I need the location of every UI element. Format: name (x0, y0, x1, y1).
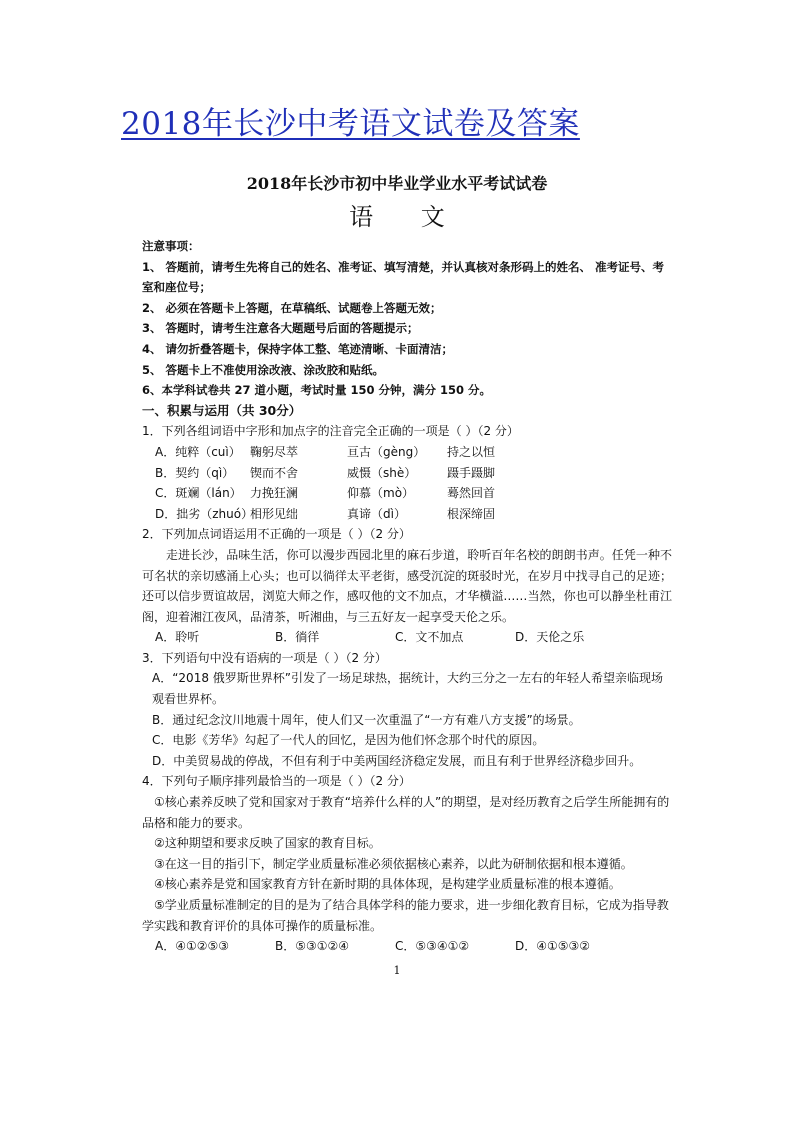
question-4-stem: 4．下列句子顺序排列最恰当的一项是（ ）（2 分） (142, 774, 411, 789)
question-1-stem: 1．下列各组词语中字形和加点字的注音完全正确的一项是（ ）（2 分） (142, 424, 519, 439)
option-cell: 力挽狂澜 (250, 486, 299, 501)
notice-item: 4、 请勿折叠答题卡，保持字体工整、笔迹清晰、卡面清洁； (142, 341, 454, 356)
notice-heading: 注意事项： (142, 239, 200, 253)
question-3-option: B．通过纪念汶川地震十周年，使人们又一次重温了“一方有难八方支援”的场景。 (152, 712, 581, 727)
option-cell: B．契约（qì） (155, 465, 235, 480)
option: D．④①⑤③② (515, 939, 591, 954)
question-2-stem: 2．下列加点词语运用不正确的一项是（ ）（2 分） (142, 527, 411, 542)
notice-item: 5、 答题卡上不准使用涂改液、涂改胶和贴纸。 (142, 362, 385, 377)
question-3-option: C．电影《芳华》勾起了一代人的回忆，是因为他们怀念那个时代的原因。 (152, 733, 545, 748)
option: A．④①②⑤③ (155, 939, 229, 954)
question-4-sentence: ③在这一目的指引下，制定学业质量标准必须依据核心素养，以此为研制依据和根本遵循。 (154, 856, 633, 871)
page-number: 1 (393, 964, 401, 977)
option-cell: C．斑斓（lán） (155, 486, 242, 501)
exam-content (142, 236, 672, 957)
option: C．⑤③④①② (395, 939, 470, 954)
question-1-option-row (142, 463, 672, 484)
option: C．文不加点 (395, 630, 464, 645)
question-2-options (142, 627, 672, 648)
notice-item: 6、本学科试卷共 27 道小题，考试时量 150 分钟，满分 150 分。 (142, 383, 492, 398)
option: A．聆听 (155, 630, 200, 645)
option-cell: 持之以恒 (447, 444, 496, 459)
option: D．天伦之乐 (515, 630, 585, 645)
question-3-option: A．“2018 俄罗斯世界杯”引发了一场足球热，据统计，大约三分之一左右的年轻人希望亲临现场观看世界杯。 (152, 671, 663, 707)
question-4-sentence: ①核心素养反映了党和国家对于教育“培养什么样的人”的期望，是对经历教育之后学生所能拥有的品格和能力的要求。 (142, 795, 670, 830)
option-cell: 真谛（dì） (347, 506, 406, 521)
option-cell: 蹑手蹑脚 (447, 465, 496, 480)
section-title: 一、积累与运用（共 30分） (142, 402, 302, 418)
option-cell: A．纯粹（cuì） (155, 444, 241, 459)
question-4-sentence: ⑤学业质量标准制定的目的是为了结合具体学科的能力要求，进一步细化教育目标，它成为指导教学实践和教育评价的具体可操作的质量标准。 (142, 898, 669, 933)
option: B．徜徉 (275, 630, 320, 645)
option: B．⑤③①②④ (275, 939, 350, 954)
question-4-sentence: ②这种期望和要求反映了国家的教育目标。 (154, 836, 381, 851)
question-1-option-row (142, 483, 672, 504)
option-cell: 威慑（shè） (347, 465, 417, 480)
document-link-title[interactable]: 2018年长沙中考语文试卷及答案 (121, 106, 580, 142)
question-4-options (142, 936, 672, 957)
question-4-sentence: ④核心素养是党和国家教育方针在新时期的具体体现，是构建学业质量标准的根本遵循。 (154, 877, 621, 892)
question-3-option: D．中美贸易战的停战，不但有利于中美两国经济稳定发展，而且有利于世界经济稳步回升。 (152, 753, 642, 768)
subject-title: 语 文 (349, 203, 465, 231)
question-1-option-row (142, 442, 672, 463)
question-2-passage: 走进长沙，品味生活，你可以漫步西园北里的麻石步道，聆听百年名校的朗朗书声。任凭一种不可名状的亲切感涌上心头；也可以徜徉太平老街，感受沉淀的斑驳时光，在岁月中找寻自己的足迹；还可以信步贾谊故居，浏览大师之作，感叹他的文不加点，才华横溢……当然，你也可以静坐杜甫江阁，迎着湘江夜风，品清茶，听湘曲，与三五好友一起享受天伦之乐。 (142, 547, 672, 624)
option-cell: 锲而不舍 (250, 465, 299, 480)
question-3-stem: 3．下列语句中没有语病的一项是（ ）（2 分） (142, 650, 387, 665)
option-cell: 根深缔固 (447, 506, 496, 521)
question-1-option-row (142, 504, 672, 525)
notice-item: 3、 答题时，请考生注意各大题题号后面的答题提示； (142, 321, 419, 336)
option-cell: 亘古（gèng） (347, 444, 426, 459)
option-cell: 相形见绌 (250, 506, 299, 521)
option-cell: 仰慕（mò） (347, 486, 415, 501)
option-cell: 蓦然回首 (447, 486, 496, 501)
option-cell: 鞠躬尽萃 (250, 444, 299, 459)
exam-title: 2018年长沙市初中毕业学业水平考试试卷 (246, 174, 548, 193)
notice-item: 2、 必须在答题卡上答题，在草稿纸、试题卷上答题无效； (142, 300, 442, 315)
option-cell: D．拙劣（zhuó） (155, 506, 254, 521)
notice-item: 1、 答题前，请考生先将自己的姓名、准考证、填写清楚，并认真核对条形码上的姓名、 准考证号、考室和座位号； (142, 259, 665, 295)
